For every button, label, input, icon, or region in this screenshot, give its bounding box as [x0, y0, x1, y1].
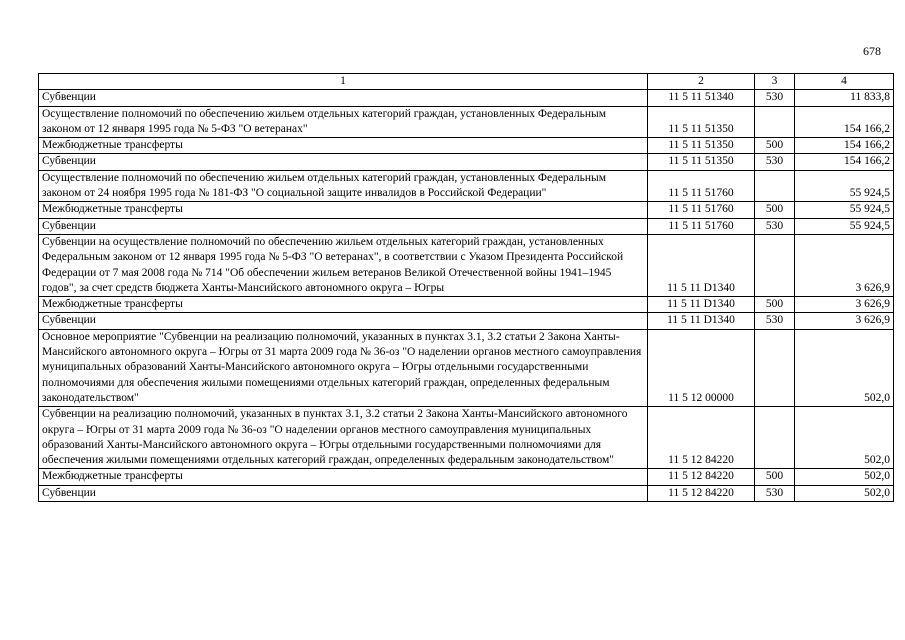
- table-row: [39, 297, 894, 313]
- row-type: 500: [755, 297, 795, 313]
- row-type: [755, 234, 795, 296]
- row-sum: 3 626,9: [795, 297, 894, 313]
- row-name: Межбюджетные трансферты: [39, 297, 648, 313]
- row-code: 11 5 11 51760: [648, 170, 755, 202]
- budget-table: [38, 73, 894, 502]
- row-sum: 55 924,5: [795, 202, 894, 218]
- row-type: 530: [755, 313, 795, 329]
- row-code: 11 5 12 84220: [648, 469, 755, 485]
- table-row: [39, 407, 894, 469]
- table-row: [39, 485, 894, 501]
- row-sum: 55 924,5: [795, 170, 894, 202]
- row-sum: 502,0: [795, 407, 894, 469]
- row-code: 11 5 11 51350: [648, 106, 755, 138]
- table-row: [39, 106, 894, 138]
- row-name: Субвенции: [39, 90, 648, 106]
- row-code: 11 5 11 D1340: [648, 297, 755, 313]
- row-sum: 502,0: [795, 329, 894, 406]
- row-type: [755, 170, 795, 202]
- row-code: 11 5 12 84220: [648, 407, 755, 469]
- row-name: Осуществление полномочий по обеспечению жильем отдельных категорий граждан, установленных Федеральным законом от 12 января 1995 года № 5-ФЗ "О ветеранах": [39, 106, 648, 138]
- row-name: Межбюджетные трансферты: [39, 469, 648, 485]
- row-name: Межбюджетные трансферты: [39, 138, 648, 154]
- table-row: [39, 329, 894, 406]
- header-col-2: 2: [648, 74, 755, 90]
- row-type: 530: [755, 485, 795, 501]
- row-name: Осуществление полномочий по обеспечению жильем отдельных категорий граждан, установленных Федеральным законом от 24 ноября 1995 года № 181-ФЗ "О социальной защите инвалидов в Российской Федерации": [39, 170, 648, 202]
- row-type: [755, 407, 795, 469]
- row-type: 530: [755, 154, 795, 170]
- table-header-row: [39, 74, 894, 90]
- header-col-1: 1: [39, 74, 648, 90]
- row-type: 500: [755, 138, 795, 154]
- row-sum: 502,0: [795, 469, 894, 485]
- header-col-3: 3: [755, 74, 795, 90]
- row-code: 11 5 11 51340: [648, 90, 755, 106]
- row-name: Субвенции на реализацию полномочий, указанных в пунктах 3.1, 3.2 статьи 2 Закона Ханты-Мансийского автономного округа – Югры от 31 марта 2009 года № 36-оз "О наделении органов местного самоуправления муниципальных образований Ханты-Мансийского автономного округа – Югры отдельными государственными полномочиями для обеспечения жилыми помещениями отдельных категорий граждан, определенных федеральным законодательством": [39, 407, 648, 469]
- row-sum: 3 626,9: [795, 234, 894, 296]
- row-code: 11 5 11 51350: [648, 138, 755, 154]
- row-code: 11 5 12 84220: [648, 485, 755, 501]
- table-row: [39, 154, 894, 170]
- header-col-4: 4: [795, 74, 894, 90]
- table-row: [39, 90, 894, 106]
- row-type: 500: [755, 202, 795, 218]
- row-name: Субвенции: [39, 313, 648, 329]
- row-name: Субвенции: [39, 485, 648, 501]
- row-sum: 55 924,5: [795, 218, 894, 234]
- row-sum: 154 166,2: [795, 154, 894, 170]
- row-name: Субвенции: [39, 154, 648, 170]
- table-row: [39, 313, 894, 329]
- row-type: 500: [755, 469, 795, 485]
- row-sum: 154 166,2: [795, 138, 894, 154]
- page-number: 678: [863, 44, 881, 58]
- row-sum: 502,0: [795, 485, 894, 501]
- row-sum: 3 626,9: [795, 313, 894, 329]
- row-code: 11 5 11 D1340: [648, 234, 755, 296]
- row-name: Субвенции: [39, 218, 648, 234]
- row-sum: 154 166,2: [795, 106, 894, 138]
- row-code: 11 5 11 51760: [648, 218, 755, 234]
- row-type: [755, 329, 795, 406]
- row-code: 11 5 11 D1340: [648, 313, 755, 329]
- table-row: [39, 234, 894, 296]
- row-name: Межбюджетные трансферты: [39, 202, 648, 218]
- row-code: 11 5 11 51760: [648, 202, 755, 218]
- table-row: [39, 170, 894, 202]
- row-name: Субвенции на осуществление полномочий по обеспечению жильем отдельных категорий граждан, установленных Федеральным законом от 12 января 1995 года № 5-ФЗ "О ветеранах", в соответствии с Указом Президента Российской Федерации от 7 мая 2008 года № 714 "Об обеспечении жильем ветеранов Великой Отечественной войны 1941–1945 годов", за счет средств бюджета Ханты-Мансийского автономного округа – Югры: [39, 234, 648, 296]
- table-row: [39, 218, 894, 234]
- row-type: 530: [755, 90, 795, 106]
- table-row: [39, 202, 894, 218]
- row-code: 11 5 11 51350: [648, 154, 755, 170]
- row-name: Основное мероприятие "Субвенции на реализацию полномочий, указанных в пунктах 3.1, 3.2 статьи 2 Закона Ханты-Мансийского автономного округа – Югры от 31 марта 2009 года № 36-оз "О наделении органов местного самоуправления муниципальных образований Ханты-Мансийского автономного округа – Югры отдельными государственными полномочиями для обеспечения жилыми помещениями отдельных категорий граждан, определенных федеральным законодательством": [39, 329, 648, 406]
- row-sum: 11 833,8: [795, 90, 894, 106]
- row-code: 11 5 12 00000: [648, 329, 755, 406]
- row-type: [755, 106, 795, 138]
- table-row: [39, 138, 894, 154]
- table-row: [39, 469, 894, 485]
- row-type: 530: [755, 218, 795, 234]
